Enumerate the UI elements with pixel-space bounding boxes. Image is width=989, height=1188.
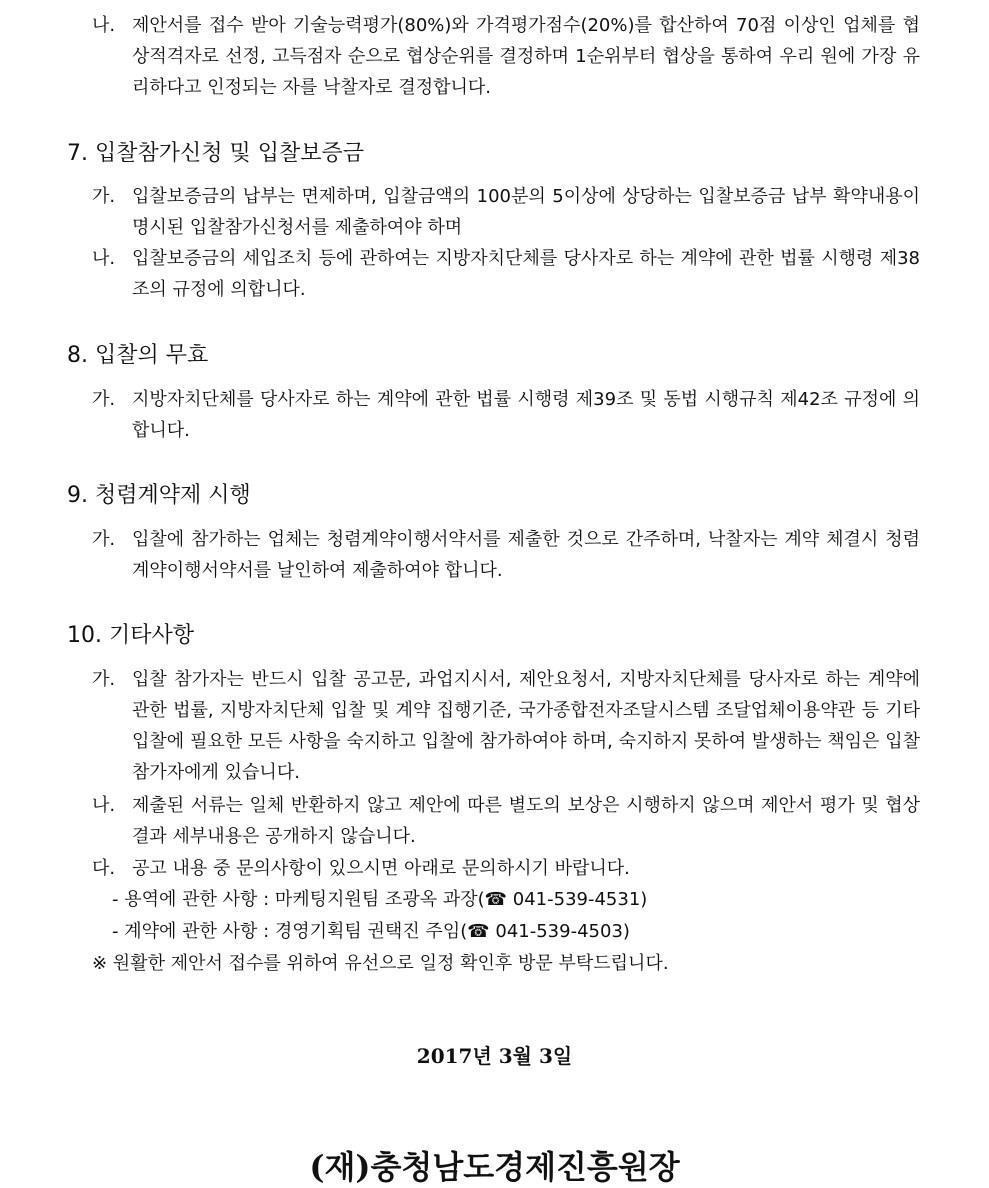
- section-7-title: 7. 입찰참가신청 및 입찰보증금: [67, 141, 364, 166]
- section-8-title: 8. 입찰의 무효: [67, 343, 209, 368]
- item-text: 입찰보증금의 납부는 면제하며, 입찰금액의 100분의 5이상에 상당하는 입찰보증금 납부 확약내용이 명시된 입찰참가신청서를 제출하여야 하며: [132, 186, 920, 238]
- item-text: 공고 내용 중 문의사항이 있으시면 아래로 문의하시기 바랍니다.: [132, 858, 630, 879]
- item-text: 입찰에 참가하는 업체는 청렴계약이행서약서를 제출한 것으로 간주하며, 낙찰자는 계약 체결시 청렴계약이행서약서를 날인하여 제출하여야 합니다.: [132, 529, 920, 581]
- phone-icon: ☎: [484, 889, 508, 910]
- item-marker: 가.: [92, 529, 116, 550]
- contact-label: - 용역에 관한 사항 : 마케팅지원팀 조광옥 과장(: [112, 889, 485, 910]
- contact-service: [112, 884, 647, 915]
- item-text: 입찰 참가자는 반드시 입찰 공고문, 과업지시서, 제안요청서, 지방자치단체를 당사자로 하는 계약에 관한 법률, 지방자치단체 입찰 및 계약 집행기준, 국가종합전자조달시스템 조달업체이용약관 등 기타 입찰에 필요한 모든 사항을 숙지하고 입찰에 참가하여야 하며, 숙지하지 못하여 발생하는 책임은 입찰참가자에게 있습니다.: [132, 669, 920, 783]
- item-marker: 가.: [92, 186, 116, 207]
- phone-icon: ☎: [467, 921, 490, 942]
- section-7-item-na: [92, 243, 920, 305]
- item-marker: 가.: [92, 669, 116, 690]
- section-10-title: 10. 기타사항: [67, 623, 194, 648]
- item-marker: 나.: [92, 795, 116, 816]
- item-text: 제안서를 접수 받아 기술능력평가(80%)와 가격평가점수(20%)를 합산하여 70점 이상인 업체를 협상적격자로 선정, 고득점자 순으로 협상순위를 결정하며 1순위부터 협상을 통하여 우리 원에 가장 유리하다고 인정되는 자를 낙찰자로 결정합니다.: [132, 15, 920, 98]
- contact-label: - 계약에 관한 사항 : 경영기획팀 권택진 주임(: [112, 921, 468, 942]
- item-text: 제출된 서류는 일체 반환하지 않고 제안에 따른 별도의 보상은 시행하지 않으며 제안서 평가 및 협상결과 세부내용은 공개하지 않습니다.: [132, 795, 920, 847]
- section-10-item-da: [92, 853, 920, 884]
- contact-contract: [112, 916, 630, 947]
- section-7-item-ga: [92, 181, 920, 243]
- note: ※ 원활한 제안서 접수를 위하여 유선으로 일정 확인후 방문 부탁드립니다.: [92, 953, 669, 974]
- section-8-item-ga: [92, 384, 920, 446]
- section-10-item-ga: [92, 664, 920, 788]
- organization-name: (재)충청남도경제진흥원장: [309, 1148, 680, 1186]
- section-9-item-ga: [92, 524, 920, 586]
- item-marker: 나.: [92, 248, 116, 269]
- item-text: 지방자치단체를 당사자로 하는 계약에 관한 법률 시행령 제39조 및 동법 시행규칙 제42조 규정에 의합니다.: [132, 389, 920, 441]
- item-6-na: [92, 10, 920, 103]
- section-10-item-na: [92, 790, 920, 852]
- item-marker: 나.: [92, 15, 116, 36]
- contact-phone: 041-539-4503): [489, 921, 630, 942]
- document-date: 2017년 3월 3일: [416, 1044, 573, 1068]
- section-9-title: 9. 청렴계약제 시행: [67, 483, 251, 508]
- item-marker: 가.: [92, 389, 116, 410]
- item-marker: 다.: [92, 858, 116, 879]
- item-text: 입찰보증금의 세입조치 등에 관하여는 지방자치단체를 당사자로 하는 계약에 관한 법률 시행령 제38조의 규정에 의합니다.: [132, 248, 920, 300]
- contact-phone: 041-539-4531): [507, 889, 648, 910]
